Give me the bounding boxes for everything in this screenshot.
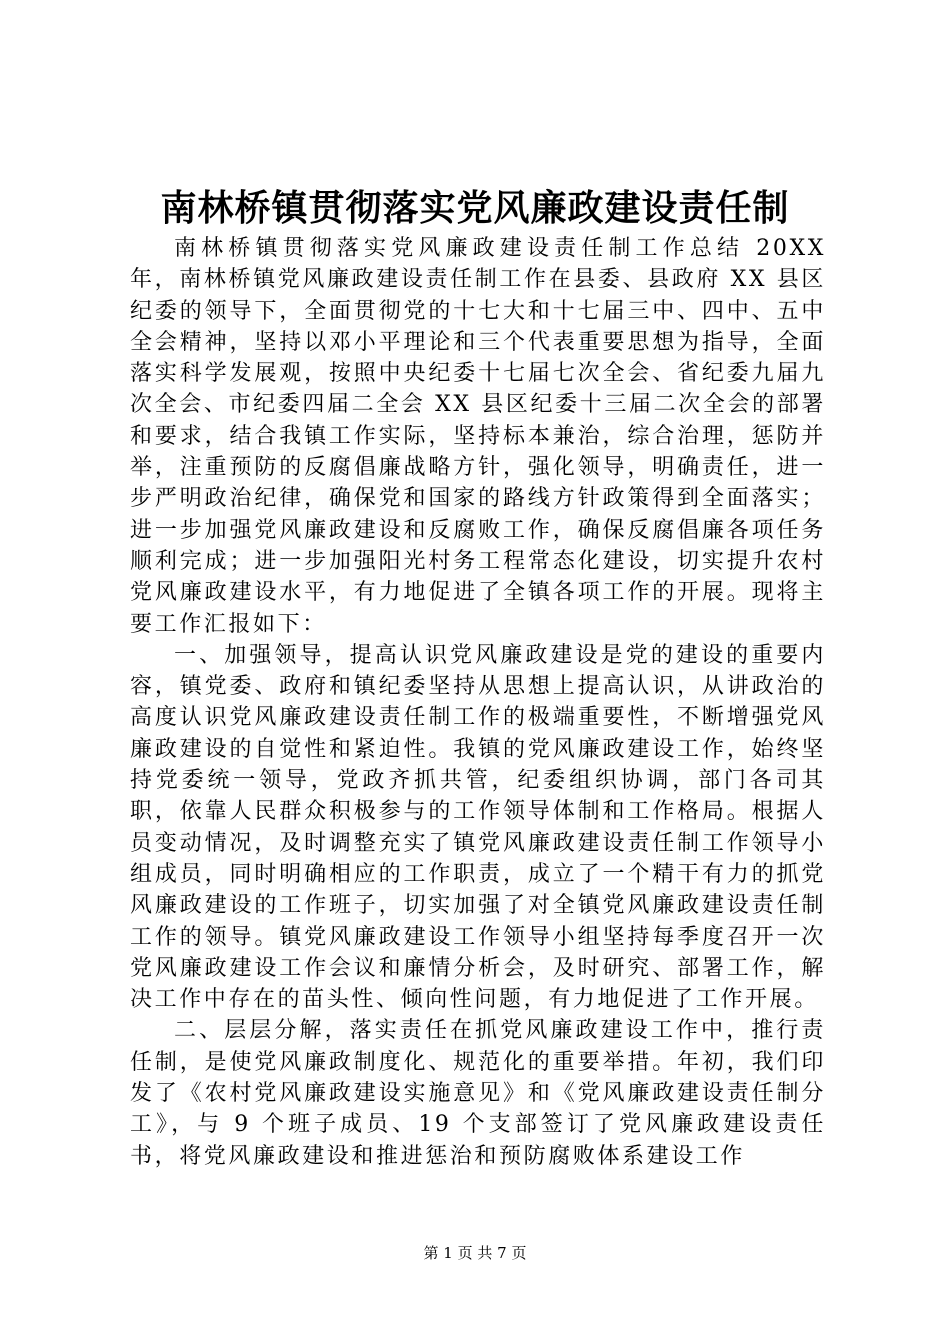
- paragraph-section-two: 二、层层分解，落实责任在抓党风廉政建设工作中，推行责任制，是使党风廉政制度化、规范化的重要举措。年初，我们印发了《农村党风廉政建设实施意见》和《党风廉政建设责任制分工》，与 9 个班子成员、19 个支部签订了党风廉政建设责任书，将党风廉政建设和推进惩治和预防腐败体系建设工作: [130, 1018, 826, 1169]
- document-body: [130, 233, 826, 1172]
- page-number-footer: 第 1 页 共 7 页: [423, 1244, 527, 1262]
- document-title: 南林桥镇贯彻落实党风廉政建设责任制: [160, 187, 790, 229]
- paragraph-intro: 南林桥镇贯彻落实党风廉政建设责任制工作总结 20XX 年，南林桥镇党风廉政建设责任制工作在县委、县政府 XX 县区纪委的领导下，全面贯彻党的十七大和十七届三中、四中、五中全会精神，坚持以邓小平理论和三个代表重要思想为指导，全面落实科学发展观，按照中央纪委十七届七次全会、省纪委九届九次全会、市纪委四届二全会 XX 县区纪委十三届二次全会的部署和要求，结合我镇工作实际，坚持标本兼治，综合治理，惩防并举，注重预防的反腐倡廉战略方针，强化领导，明确责任，进一步严明政治纪律，确保党和国家的路线方针政策得到全面落实；进一步加强党风廉政建设和反腐败工作，确保反腐倡廉各项任务顺利完成；进一步加强阳光村务工程常态化建设，切实提升农村党风廉政建设水平，有力地促进了全镇各项工作的开展。现将主要工作汇报如下：: [130, 236, 826, 637]
- paragraph-section-one: 一、加强领导，提高认识党风廉政建设是党的建设的重要内容，镇党委、政府和镇纪委坚持从思想上提高认识，从讲政治的高度认识党风廉政建设责任制工作的极端重要性，不断增强党风廉政建设的自觉性和紧迫性。我镇的党风廉政建设工作，始终坚持党委统一领导，党政齐抓共管，纪委组织协调，部门各司其职，依靠人民群众积极参与的工作领导体制和工作格局。根据人员变动情况，及时调整充实了镇党风廉政建设责任制工作领导小组成员，同时明确相应的工作职责，成立了一个精干有力的抓党风廉政建设的工作班子，切实加强了对全镇党风廉政建设责任制工作的领导。镇党风廉政建设工作领导小组坚持每季度召开一次党风廉政建设工作会议和廉情分析会，及时研究、部署工作，解决工作中存在的苗头性、倾向性问题，有力地促进了工作开展。: [130, 642, 826, 1013]
